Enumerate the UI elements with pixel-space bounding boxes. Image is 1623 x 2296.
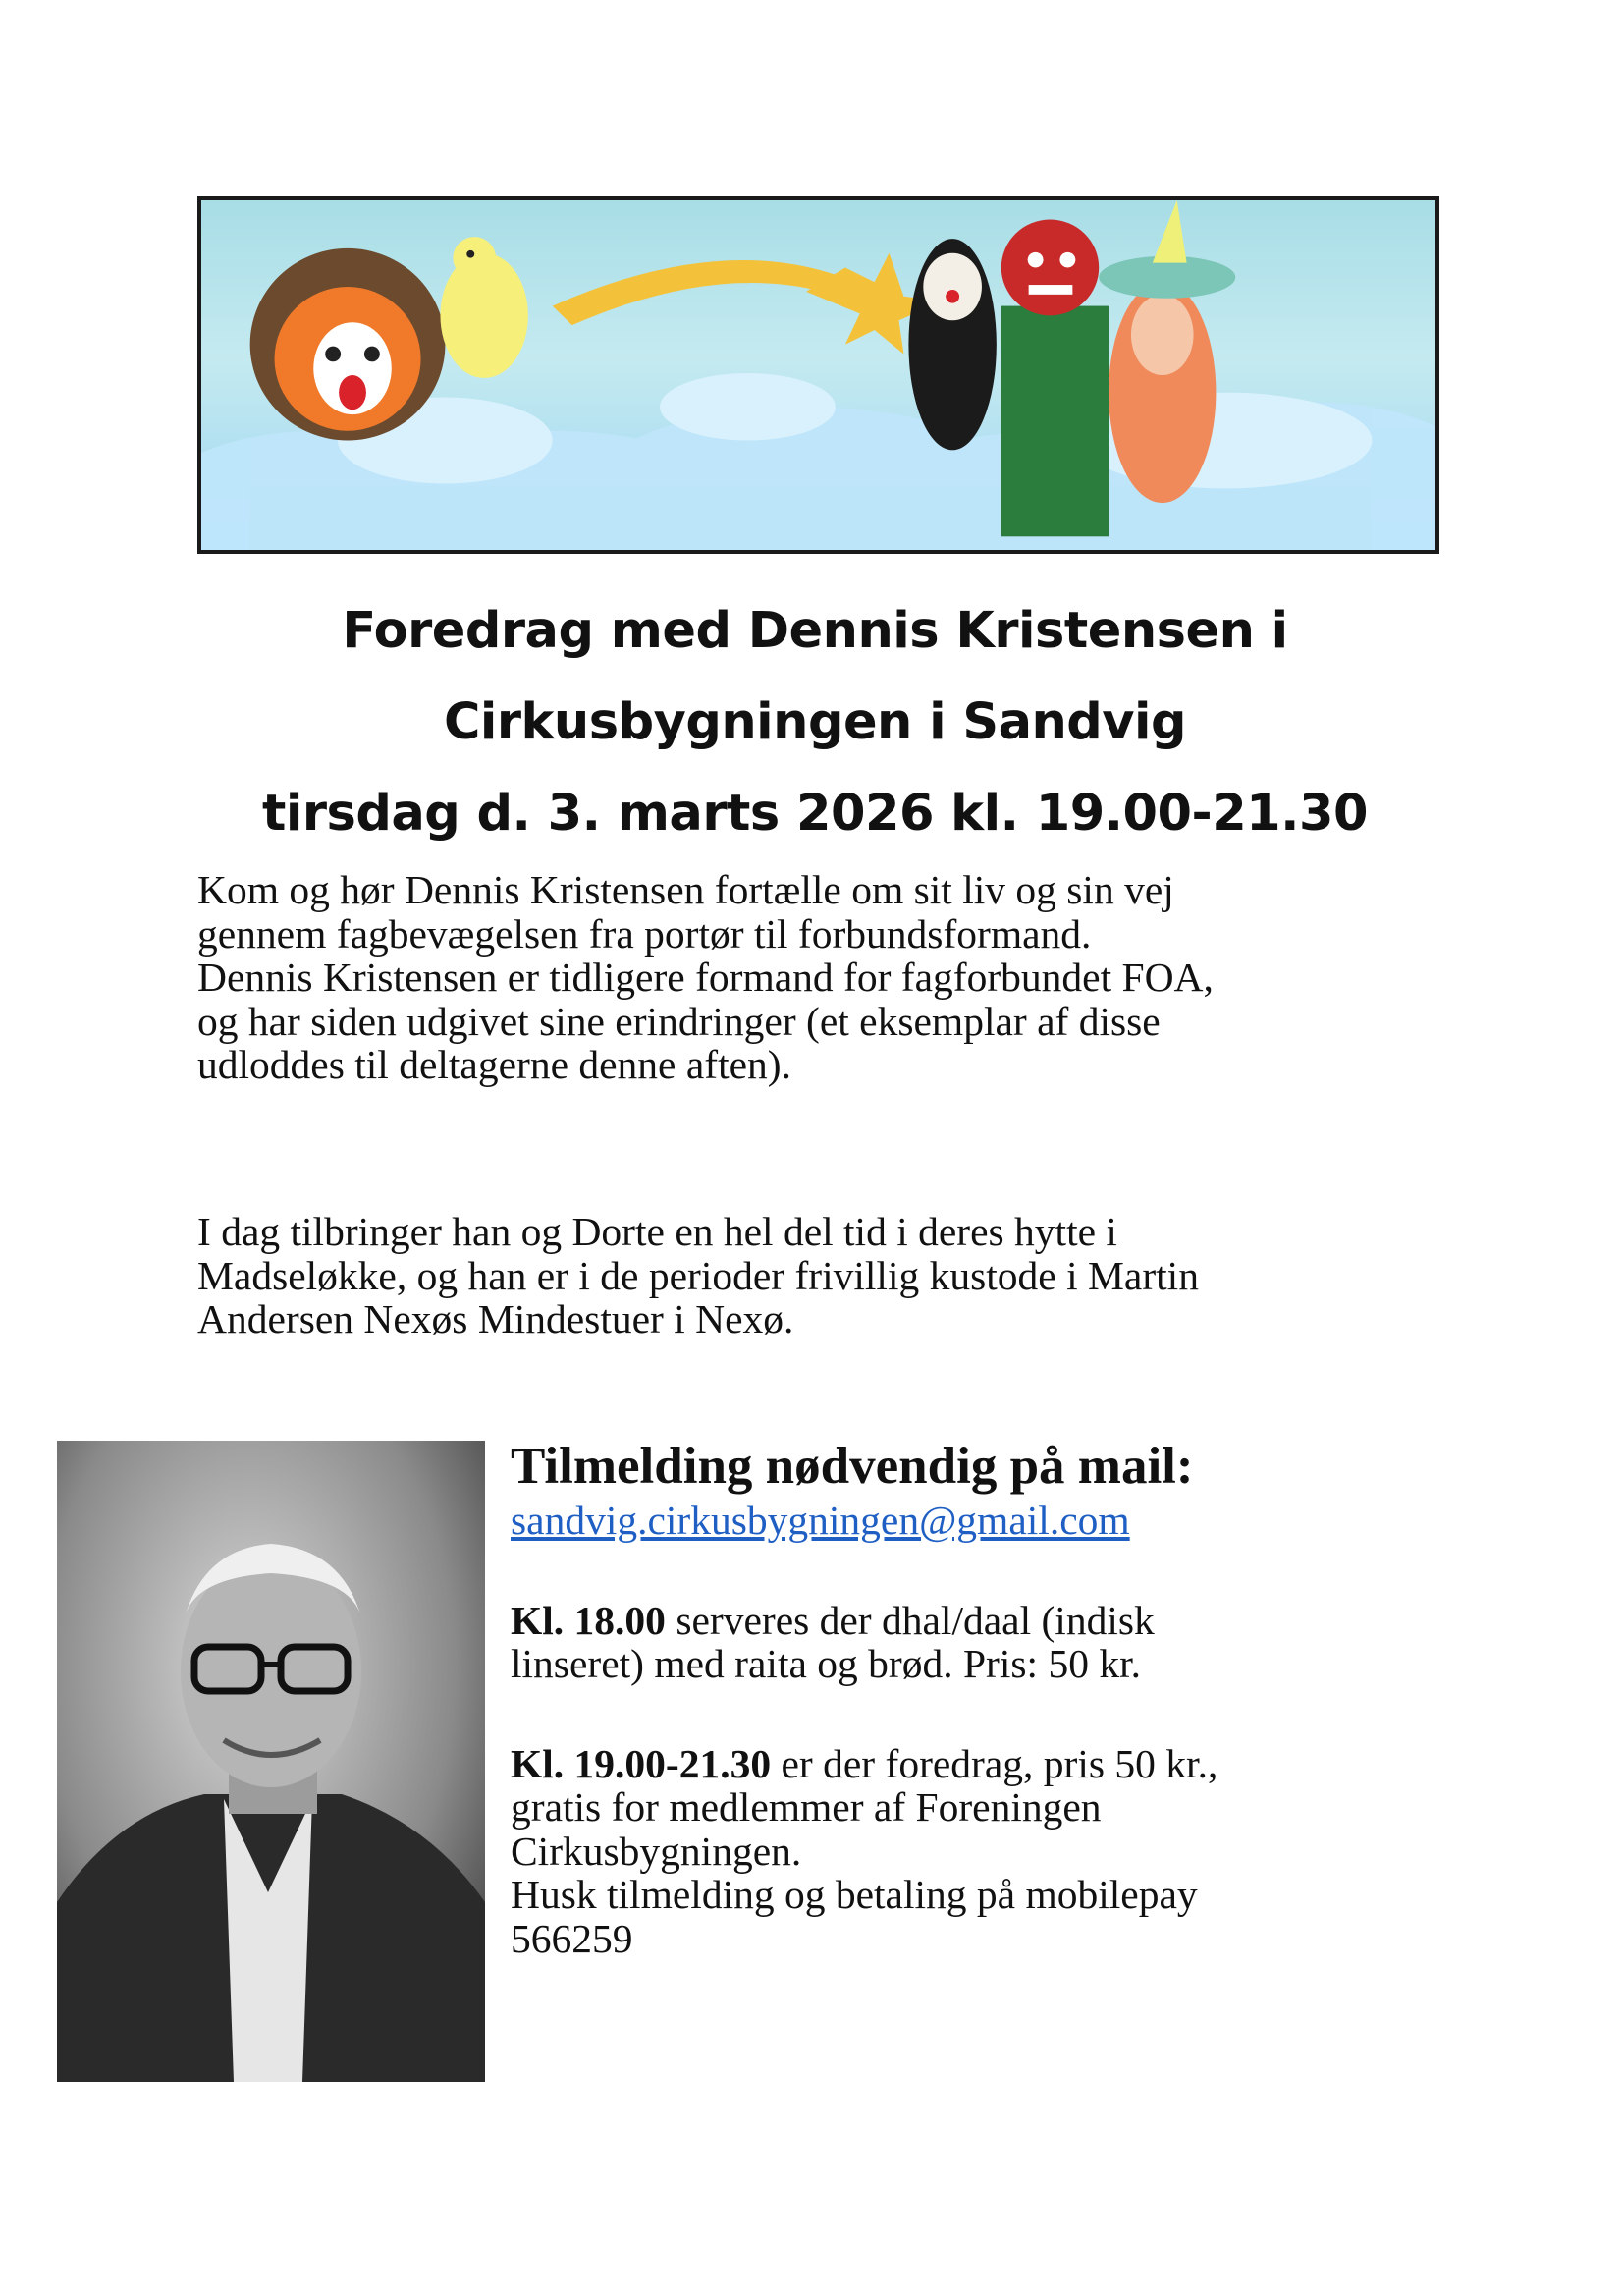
talk-info-line-1 [511, 1742, 1571, 1786]
title-line-3: tirsdag d. 3. marts 2026 kl. 19.00-21.30 [261, 785, 1369, 843]
dinner-time: Kl. 18.00 [511, 1597, 666, 1643]
reminder-line-2: 566259 [511, 1915, 633, 1961]
dinner-info-line-2: linseret) med raita og brød. Pris: 50 kr. [511, 1641, 1141, 1686]
portrait-image [57, 1441, 485, 2082]
intro-line: Dennis Kristensen er tidligere formand for fagforbundet FOA, [197, 955, 1214, 1000]
bio-line: Andersen Nexøs Mindestuer i Nexø. [197, 1296, 794, 1341]
talk-info-line-3: Cirkusbygningen. [511, 1828, 802, 1874]
dinner-info-line-1 [511, 1599, 1571, 1643]
banner-illustration [197, 196, 1439, 554]
speaker-portrait-photo [57, 1441, 485, 2082]
bio-paragraph [197, 1210, 1493, 1341]
signup-email-link[interactable]: sandvig.cirkusbygningen@gmail.com [511, 1498, 1130, 1543]
intro-line: og har siden udgivet sine erindringer (et eksemplar af disse [197, 998, 1161, 1044]
bio-line: I dag tilbringer han og Dorte en hel del tid i deres hytte i [197, 1209, 1117, 1254]
intro-line: gennem fagbevægelsen fra portør til forbundsformand. [197, 910, 1092, 957]
talk-text: er der foredrag, pris 50 kr., [771, 1740, 1218, 1786]
title-line-2: Cirkusbygningen i Sandvig [443, 693, 1187, 751]
intro-line: Kom og hør Dennis Kristensen fortælle om sit liv og sin vej [197, 867, 1174, 912]
title-line-1: Foredrag med Dennis Kristensen i [342, 602, 1288, 660]
reminder-line-1: Husk tilmelding og betaling på mobilepay [511, 1872, 1198, 1917]
signup-heading: Tilmelding nødvendig på mail: [511, 1438, 1194, 1495]
intro-paragraph [197, 868, 1493, 1087]
talk-time: Kl. 19.00-21.30 [511, 1740, 772, 1786]
signup-section [511, 1434, 1571, 1960]
event-title [118, 585, 1512, 859]
talk-info-line-2: gratis for medlemmer af Foreningen [511, 1784, 1102, 1830]
dinner-text: serveres der dhal/daal (indisk [665, 1597, 1155, 1643]
intro-line: udloddes til deltagerne denne aften). [197, 1042, 791, 1087]
bio-line: Madseløkke, og han er i de perioder frivillig kustode i Martin [197, 1252, 1199, 1298]
circus-illustration [201, 200, 1435, 550]
